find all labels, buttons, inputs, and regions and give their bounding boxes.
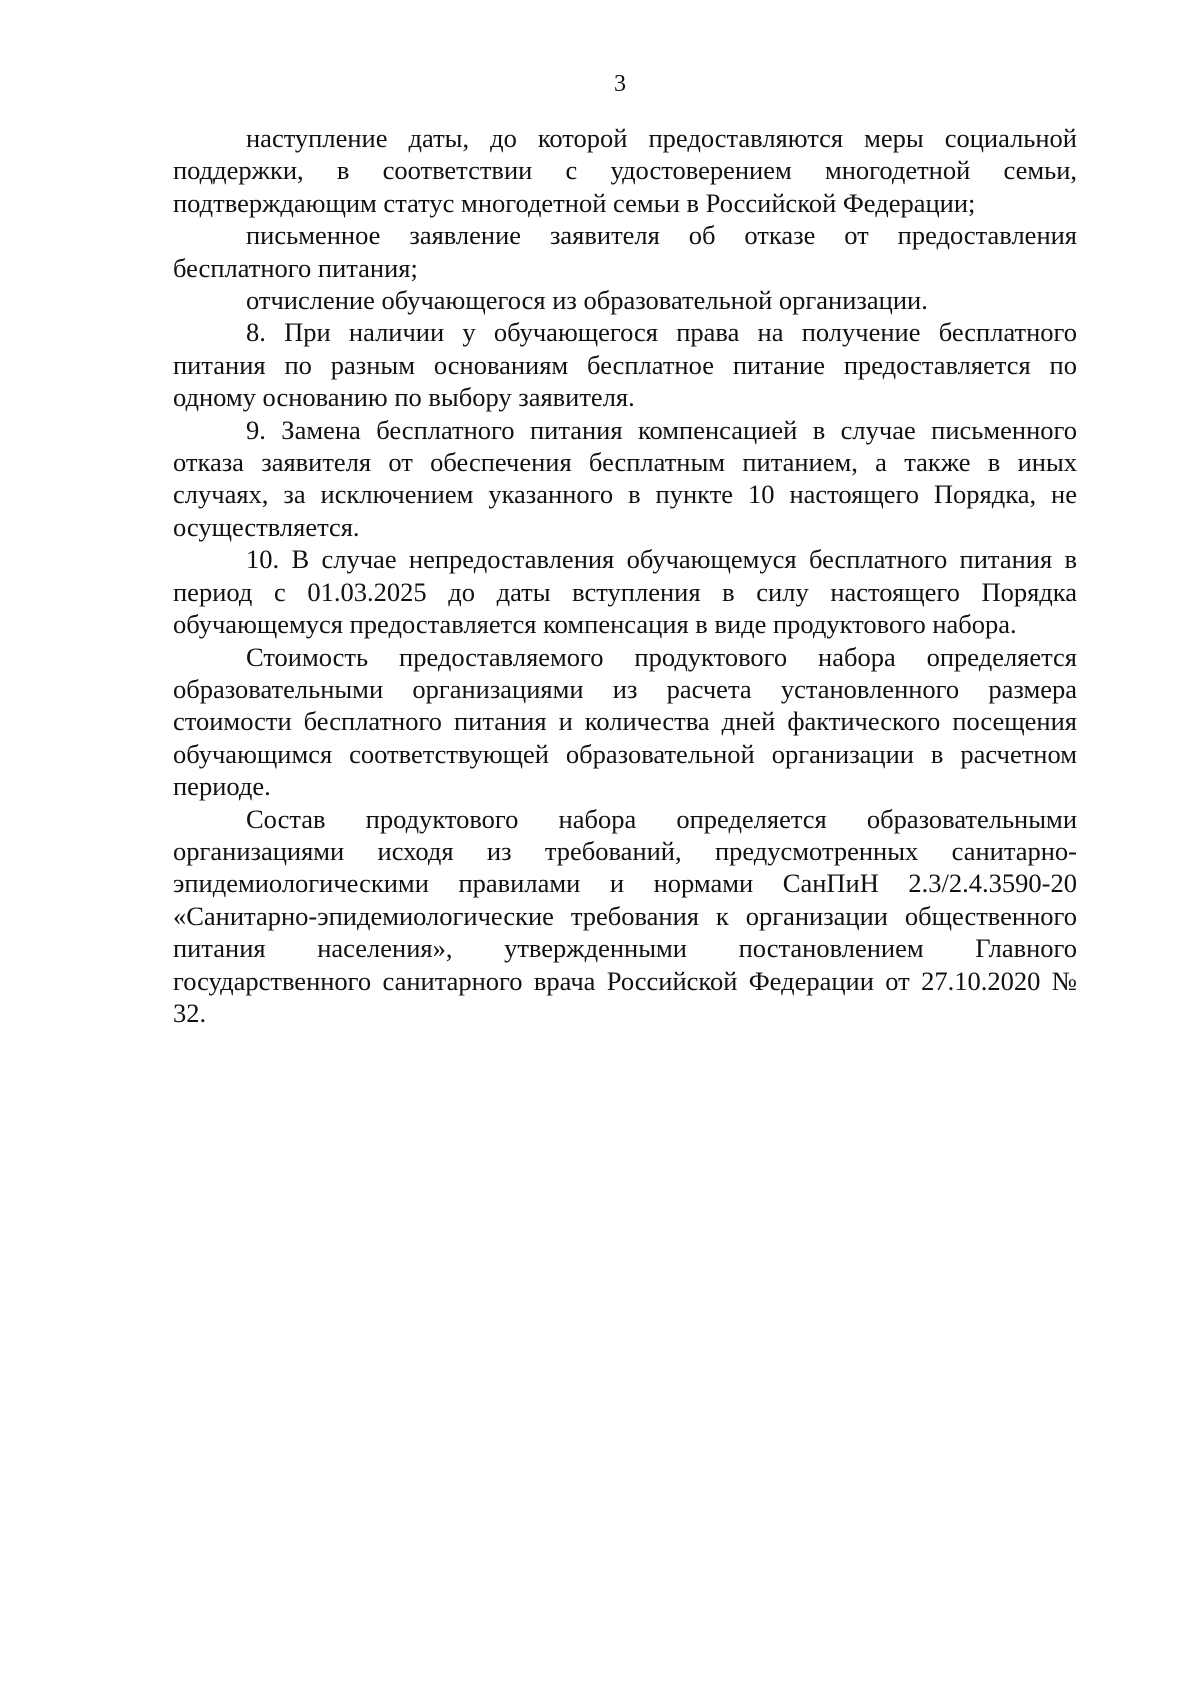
paragraph-expulsion: отчисление обучающегося из образовательной организации. [246, 285, 928, 316]
paragraph-item-9: 9. Замена бесплатного питания компенсацией в случае письменного отказа заявителя от обеспечения бесплатным питанием, а также в иных случаях, за исключением указанного в пункте 10 настоящего Порядка, не осуществляется. [173, 414, 1077, 542]
paragraph-food-set-composition: Состав продуктового набора определяется образовательными организациями исходя из требований, предусмотренных санитарно-эпидемиологическими правилами и нормами СанПиН 2.3/2.4.3590-20 «Санитарно-эпидемиологические требования к организации общественного питания населения», утвержденными постановлением Главного государственного санитарного врача Российской Федерации от 27.10.2020 № 32. [173, 803, 1077, 1028]
document-body [173, 122, 1077, 1029]
page-number: 3 [614, 71, 626, 97]
paragraph-food-set-cost: Стоимость предоставляемого продуктового набора определяется образовательными организациями из расчета установленного размера стоимости бесплатного питания и количества дней фактического посещения обучающимся соответствующей образовательной организации в расчетном периоде. [173, 641, 1077, 802]
paragraph-item-10: 10. В случае непредоставления обучающемуся бесплатного питания в период с 01.03.2025 до даты вступления в силу настоящего Порядка обучающемуся предоставляется компенсация в виде продуктового набора. [173, 544, 1077, 640]
paragraph-item-8: 8. При наличии у обучающегося права на получение бесплатного питания по разным основаниям бесплатное питание предоставляется по одному основанию по выбору заявителя. [173, 317, 1077, 413]
paragraph-written-refusal: письменное заявление заявителя об отказе от предоставления бесплатного питания; [173, 220, 1077, 283]
paragraph-end-date-condition: наступление даты, до которой предоставляются меры социальной поддержки, в соответствии с удостоверением многодетной семьи, подтверждающим статус многодетной семьи в Российской Федерации; [173, 123, 1077, 218]
